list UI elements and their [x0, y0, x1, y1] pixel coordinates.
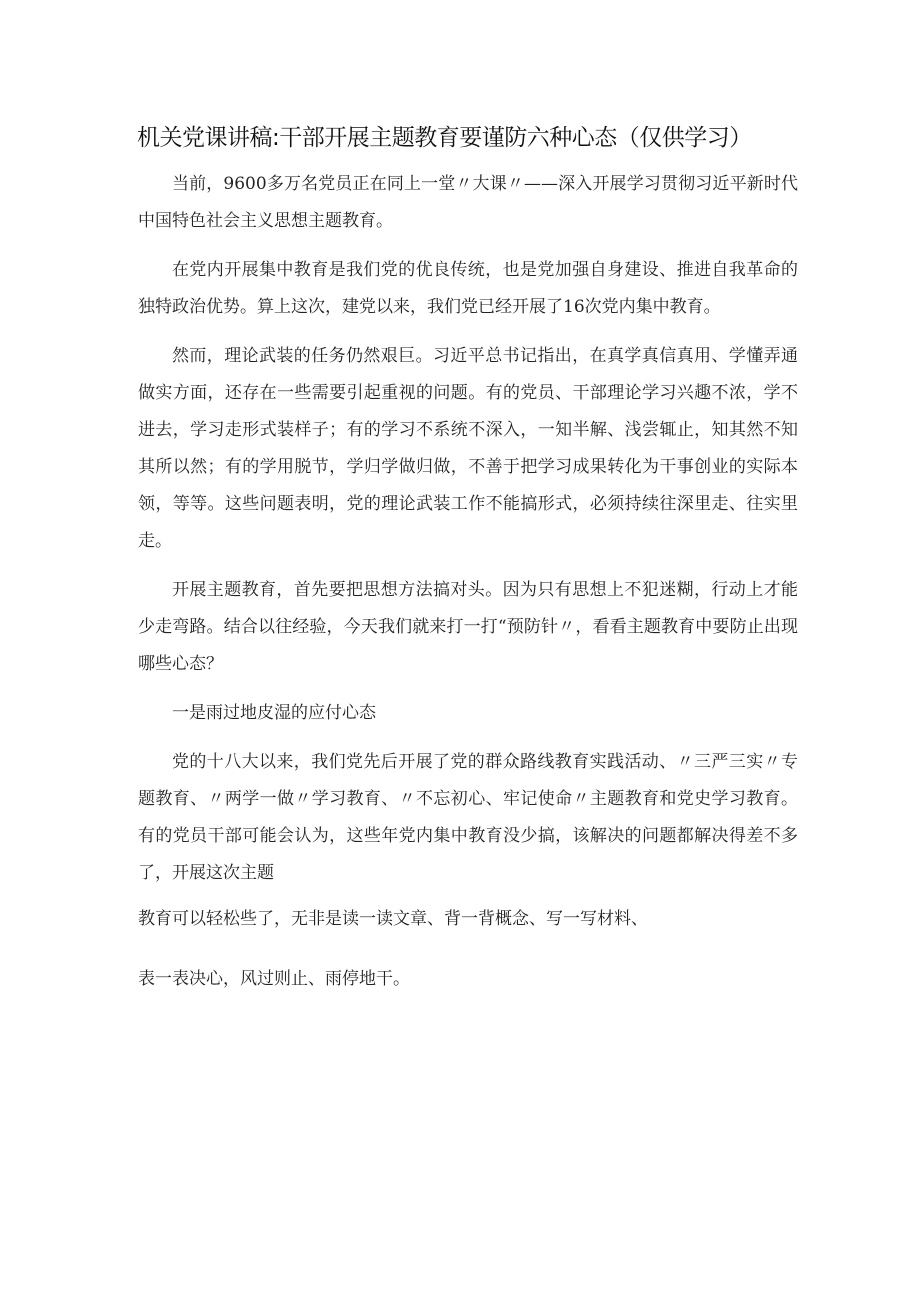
paragraph-challenges: 然而，理论武装的任务仍然艰巨。习近平总书记指出，在真学真信真用、学懂弄通做实方面，还存在一些需要引起重视的问题。有的党员、干部理论学习兴趣不浓，学不进去，学习走形式装样子；有的学习不系统不深入，一知半解、浅尝辄止，知其然不知其所以然；有的学用脱节，学归学做归做，不善于把学习成果转化为干事创业的实际本领，等等。这些问题表明，党的理论武装工作不能搞形式，必须持续往深里走、往实里走。	[138, 346, 798, 551]
paragraph-section-one: 党的十八大以来，我们党先后开展了党的群众路线教育实践活动、〃三严三实〃专题教育、〃两学一做〃学习教育、〃不忘初心、牢记使命〃主题教育和党史学习教育。有的党员干部可能会认为，这些年党内集中教育没少搞，该解决的问题都解决得差不多了，开展这次主题	[138, 752, 798, 883]
paragraph-tradition: 在党内开展集中教育是我们党的优良传统，也是党加强自身建设、推进自我革命的独特政治优势。算上这次，建党以来，我们党已经开展了16次党内集中教育。	[138, 260, 798, 317]
section-heading: 一是雨过地皮湿的应付心态	[172, 703, 376, 723]
document-body	[138, 166, 798, 994]
paragraph-continuation-line: 表一表决心，风过则止、雨停地干。	[138, 969, 410, 989]
paragraph-intro: 当前，9600多万名党员正在同上一堂〃大课〃——深入开展学习贯彻习近平新时代中国特色社会主义思想主题教育。	[138, 174, 798, 231]
paragraph-continuation-line: 教育可以轻松些了，无非是读一读文章、背一背概念、写一写材料、	[138, 909, 648, 929]
document-title: 机关党课讲稿:干部开展主题教育要谨防六种心态（仅供学习）	[137, 125, 752, 151]
paragraph-method: 开展主题教育，首先要把思想方法搞对头。因为只有思想上不犯迷糊，行动上才能少走弯路。结合以往经验，今天我们就来打一打“预防针〃，看看主题教育中要防止出现哪些心态？	[138, 580, 798, 674]
